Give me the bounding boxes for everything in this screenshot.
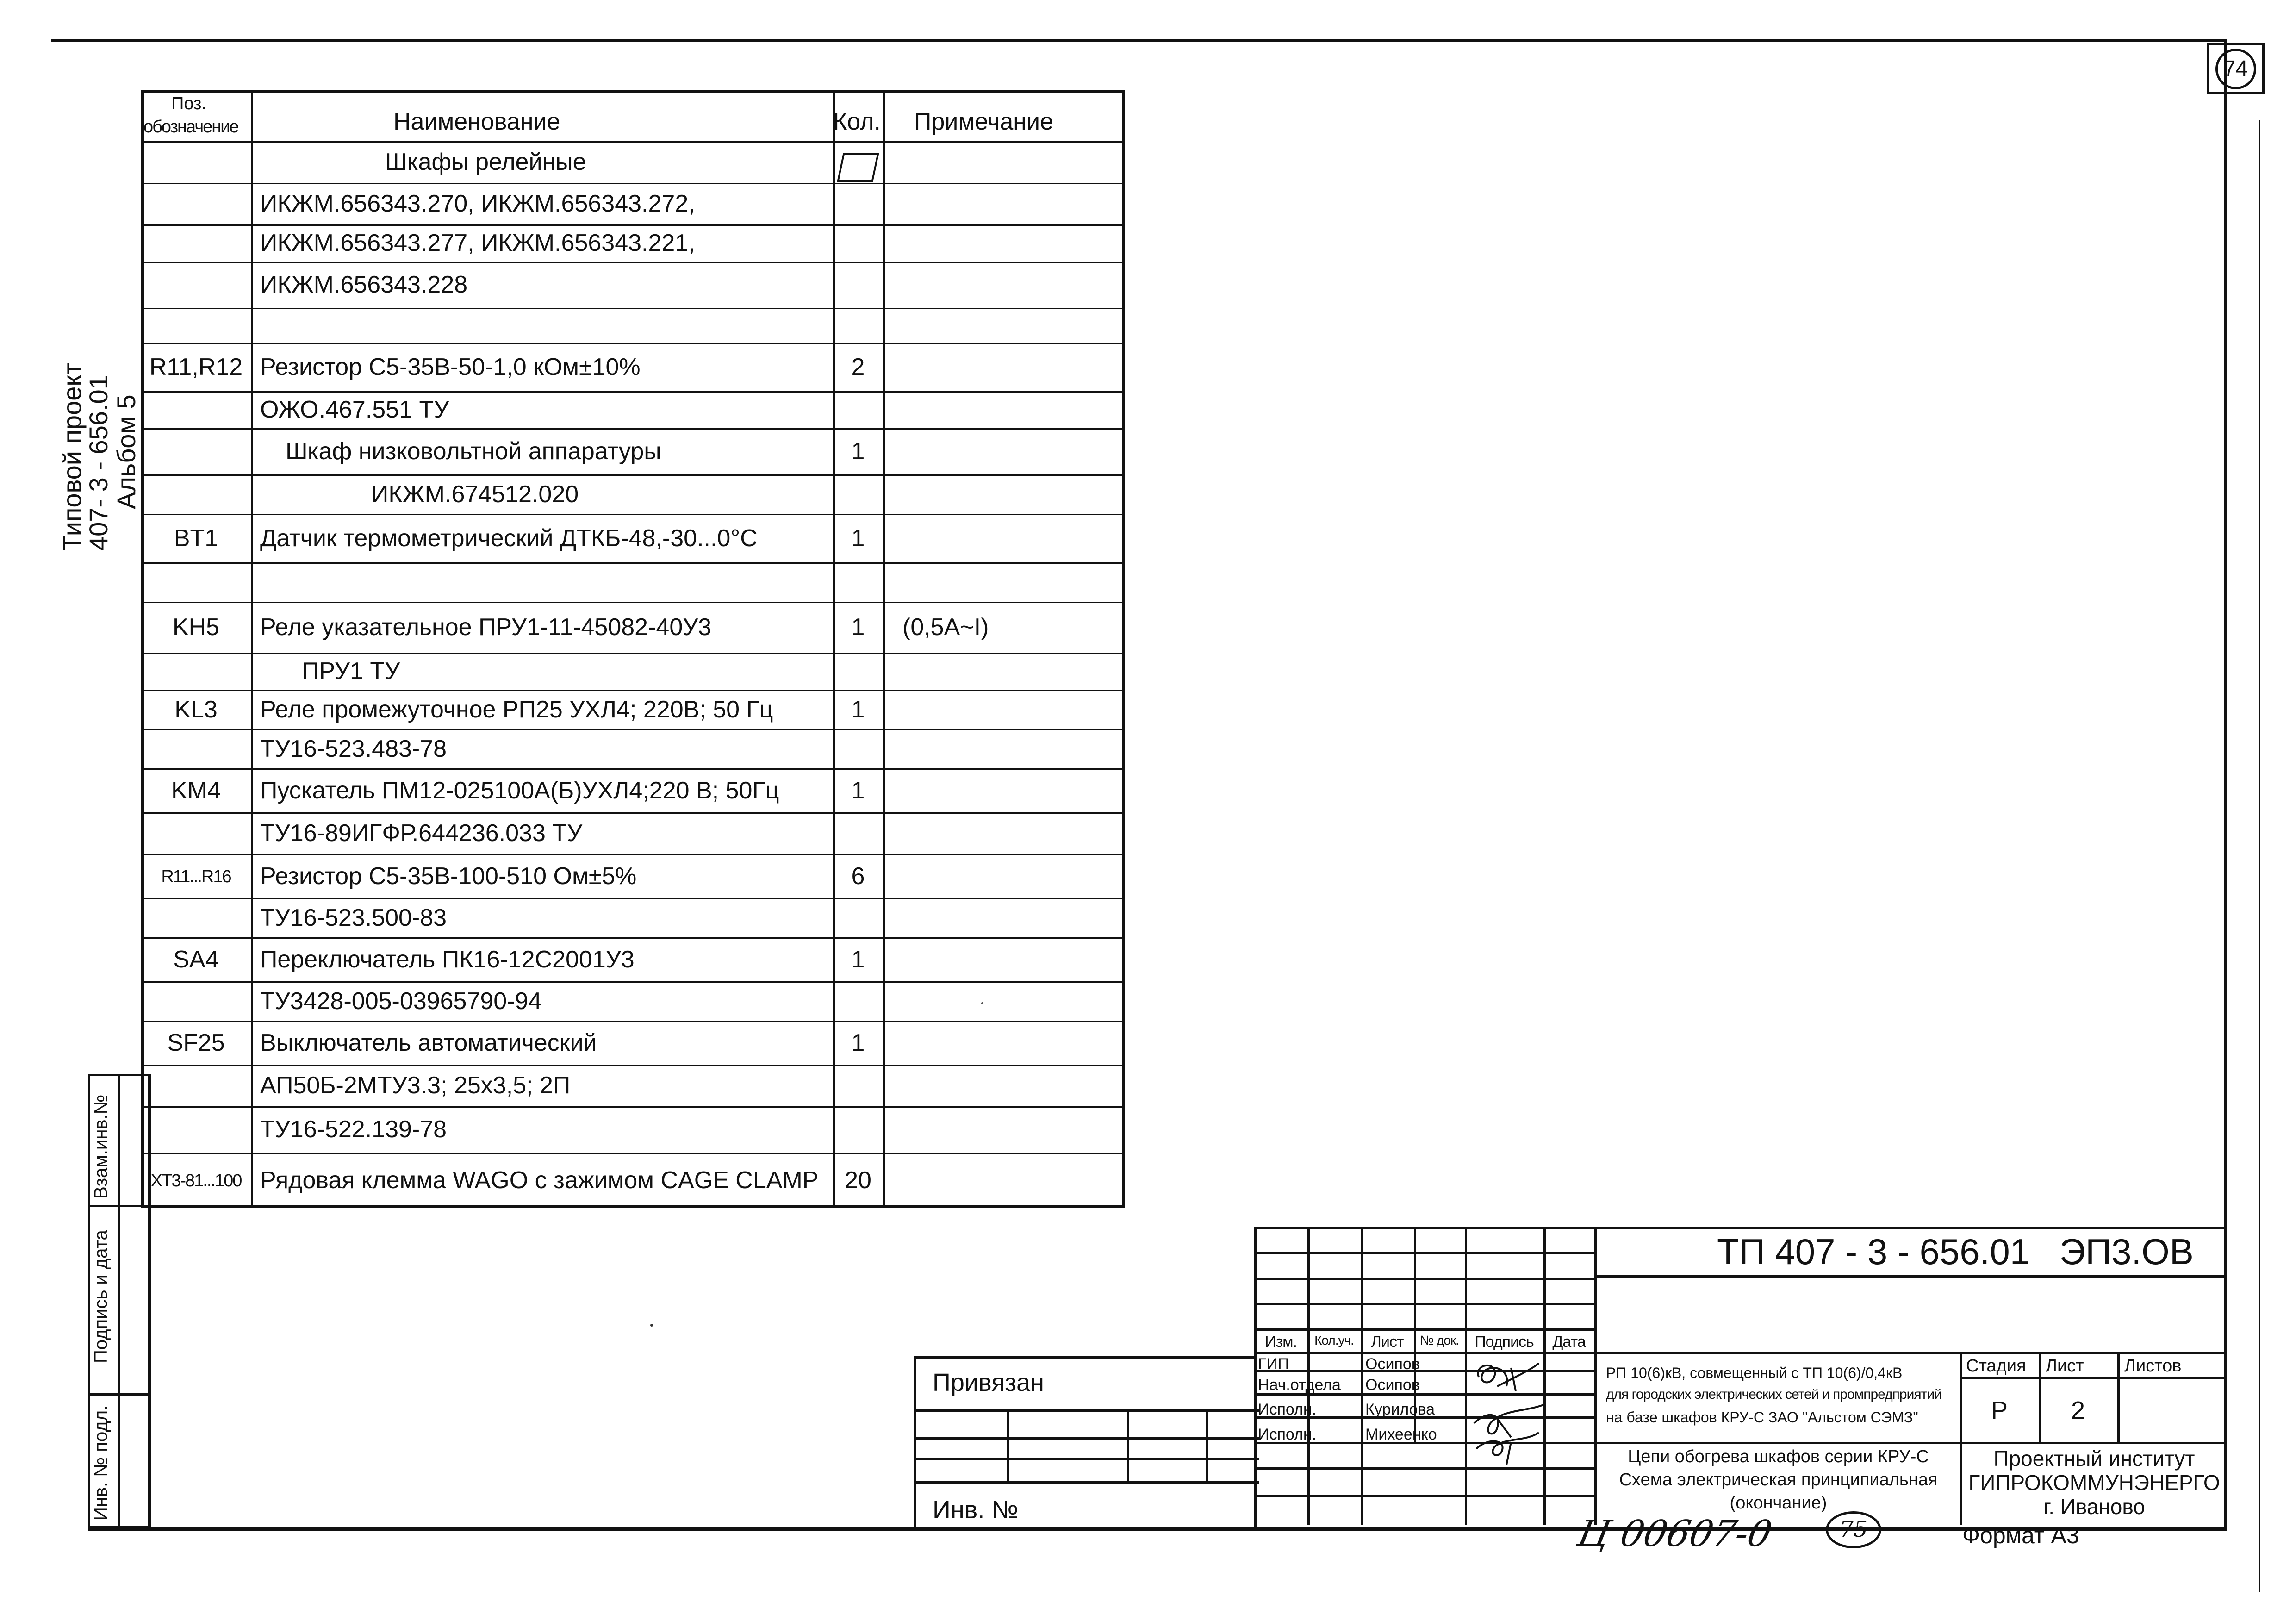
revision-header: Изм. xyxy=(1265,1333,1297,1351)
role-title: Исполн. xyxy=(1258,1401,1317,1418)
spec-grid-line xyxy=(141,812,1125,814)
spec-row-name: ТУ16-522.139-78 xyxy=(260,1116,447,1143)
object-line2: для городских электрических сетей и промпредприятий xyxy=(1606,1387,1941,1402)
spec-grid-line xyxy=(141,690,1125,691)
spec-row-qty: 1 xyxy=(851,1029,865,1056)
spec-row-qty: 1 xyxy=(851,438,865,465)
spec-header-name: Наименование xyxy=(393,108,560,135)
sheet-number-badge xyxy=(2207,43,2265,94)
speck-2 xyxy=(981,1002,983,1004)
spec-row-qty: 1 xyxy=(851,614,865,641)
spec-row-qty: 1 xyxy=(851,696,865,723)
side-title-line1: Типовой проект xyxy=(57,362,87,551)
spec-grid-line xyxy=(141,224,1125,226)
spec-grid-line xyxy=(883,90,885,1208)
spec-grid-line xyxy=(141,729,1125,730)
revision-header: Лист xyxy=(1371,1333,1404,1351)
spec-grid-line xyxy=(251,90,253,1208)
spec-grid-line xyxy=(141,854,1125,855)
spec-row-name: ОЖО.467.551 ТУ xyxy=(260,396,449,423)
sheet-title-line3: (окончание) xyxy=(1730,1493,1827,1513)
spec-row-name: ИКЖМ.656343.277, ИКЖМ.656343.221, xyxy=(260,230,695,256)
spec-row-name: ИКЖМ.656343.270, ИКЖМ.656343.272, xyxy=(260,190,695,217)
spec-grid-line xyxy=(141,562,1125,564)
role-title: Нач.отдела xyxy=(1258,1376,1341,1394)
sheet-value: 2 xyxy=(2071,1396,2085,1424)
spec-row-name: Датчик термометрический ДТКБ-48,-30...0°С xyxy=(260,524,758,552)
org-line2: ГИПРОКОММУНЭНЕРГО xyxy=(1968,1471,2220,1495)
spec-row-name: ИКЖМ.656343.228 xyxy=(260,271,468,298)
sheet-title-line1: Цепи обогрева шкафов серии КРУ-С xyxy=(1628,1447,1929,1466)
org-line3: г. Иваново xyxy=(2043,1495,2145,1519)
sheets-label: Листов xyxy=(2124,1356,2182,1376)
spec-grid-line xyxy=(141,428,1125,430)
role-person: Осипов xyxy=(1365,1355,1420,1373)
qty-marker-box xyxy=(837,153,879,182)
spec-grid-line xyxy=(141,1106,1125,1108)
spec-row-name: Переключатель ПК16-12С2001У3 xyxy=(260,946,635,973)
stage-label: Стадия xyxy=(1966,1356,2026,1376)
spec-row-name: Выключатель автоматический xyxy=(260,1029,597,1056)
side-title-line2: 407- 3 - 656.01 xyxy=(84,375,113,551)
spec-grid-line xyxy=(141,474,1125,476)
doc-code: ТП 407 - 3 - 656.01 xyxy=(1717,1231,2030,1272)
stage-value: Р xyxy=(1991,1396,2008,1424)
org-line1: Проектный институт xyxy=(1993,1446,2195,1471)
role-person: Курилова xyxy=(1365,1401,1435,1418)
spec-grid-line xyxy=(141,514,1125,515)
spec-row-qty: 20 xyxy=(845,1167,871,1194)
spec-row-name: Шкафы релейные xyxy=(385,149,586,175)
role-person: Осипов xyxy=(1365,1376,1420,1394)
sheet-badge-number: 74 xyxy=(2223,56,2248,81)
spec-grid-line xyxy=(141,262,1125,263)
spec-grid-line xyxy=(141,1065,1125,1066)
spec-row-name: АП50Б-2МТУ3.3; 25х3,5; 2П xyxy=(260,1072,571,1099)
spec-grid-line xyxy=(141,1153,1125,1154)
top-frame-line xyxy=(51,39,2226,42)
stamp-podpis-data: Подпись и дата xyxy=(91,1230,111,1363)
object-line1: РП 10(6)кВ, совмещенный с ТП 10(6)/0,4кВ xyxy=(1606,1365,1903,1381)
spec-row-name: ИКЖМ.674512.020 xyxy=(371,480,579,508)
spec-row-name: Шкаф низковольтной аппаратуры xyxy=(286,438,661,465)
spec-row-qty: 1 xyxy=(851,946,865,973)
spec-row-qty: 6 xyxy=(851,862,865,890)
spec-row-pos: R11,R12 xyxy=(149,353,243,380)
spec-row-name: Рядовая клемма WAGO с зажимом CAGE CLAMP xyxy=(260,1167,819,1194)
spec-row-name: Реле указательное ПРУ1-11-45082-40У3 xyxy=(260,614,712,641)
spec-row-name: ТУ16-89ИГФР.644236.033 ТУ xyxy=(260,820,583,847)
spec-row-name: Резистор С5-35В-50-1,0 кОм±10% xyxy=(260,353,641,380)
signature-scribbles xyxy=(1469,1359,1548,1470)
spec-header-qty: Кол. xyxy=(833,108,881,135)
spec-row-pos: SF25 xyxy=(167,1029,225,1056)
circled-number xyxy=(1826,1511,1881,1548)
spec-row-pos: KM4 xyxy=(171,777,221,804)
spec-row-name: ПРУ1 ТУ xyxy=(302,658,400,685)
spec-row-pos: KH5 xyxy=(172,614,220,641)
stamp-vzam-inv: Взам.инв.№ xyxy=(91,1094,111,1199)
spec-row-pos: BT1 xyxy=(174,524,218,552)
spec-row-note: (0,5А~I) xyxy=(902,614,989,641)
spec-row-pos: SA4 xyxy=(173,946,219,973)
spec-row-name: Пускатель ПМ12-025100А(Б)УХЛ4;220 В; 50Гц xyxy=(260,777,779,804)
spec-header-pos-line2: обозначение xyxy=(143,117,238,137)
spec-row-name: ТУ3428-005-03965790-94 xyxy=(260,987,542,1015)
spec-grid-line xyxy=(141,183,1125,184)
spec-grid-line xyxy=(141,391,1125,393)
revision-header: Дата xyxy=(1552,1333,1586,1351)
circled-number-text: 75 xyxy=(1839,1516,1868,1542)
role-person: Михеенко xyxy=(1365,1426,1437,1443)
spec-row-name: ТУ16-523.500-83 xyxy=(260,904,447,931)
spec-grid-line xyxy=(141,1021,1125,1022)
object-line3: на базе шкафов КРУ-С ЗАО "Альстом СЭМЗ" xyxy=(1606,1409,1918,1426)
spec-header-note: Примечание xyxy=(914,108,1053,135)
spec-row-name: Резистор С5-35В-100-510 Ом±5% xyxy=(260,862,637,890)
sheet-label: Лист xyxy=(2046,1356,2084,1376)
spec-row-qty: 2 xyxy=(851,353,865,380)
spec-grid-line xyxy=(141,343,1125,344)
format-label: Формат А3 xyxy=(1962,1522,2079,1548)
spec-row-qty: 1 xyxy=(851,777,865,804)
spec-row-pos: R11...R16 xyxy=(161,866,231,886)
handwritten-number: Ц 00607-0 xyxy=(1574,1513,1776,1555)
stamp-inv-podl: Инв. № подл. xyxy=(91,1405,111,1521)
spec-grid-line xyxy=(141,981,1125,983)
spec-grid-line xyxy=(141,602,1125,603)
role-title: Исполн. xyxy=(1258,1426,1317,1443)
spec-grid-line xyxy=(141,308,1125,309)
privyazan-label: Привязан xyxy=(933,1369,1044,1396)
far-right-rule xyxy=(2259,120,2260,1592)
spec-grid-line xyxy=(141,653,1125,654)
speck-1 xyxy=(650,1324,653,1327)
role-title: ГИП xyxy=(1258,1355,1289,1373)
doc-suffix: ЭП3.ОВ xyxy=(2060,1231,2194,1272)
spec-grid-line xyxy=(141,898,1125,899)
spec-grid-line xyxy=(141,937,1125,939)
spec-row-pos: XT3-81...100 xyxy=(150,1171,242,1191)
side-title-line3: Альбом 5 xyxy=(112,394,141,509)
revision-header: Кол.уч. xyxy=(1314,1333,1354,1347)
spec-grid-line xyxy=(141,768,1125,770)
spec-row-name: ТУ16-523.483-78 xyxy=(260,735,447,762)
spec-row-pos: KL3 xyxy=(174,696,218,723)
revision-header: № док. xyxy=(1420,1333,1459,1347)
spec-header-pos-line1: Поз. xyxy=(171,94,206,113)
spec-row-name: Реле промежуточное РП25 УХЛ4; 220В; 50 Гц xyxy=(260,696,773,723)
privyazan-inv-label: Инв. № xyxy=(933,1496,1019,1524)
spec-grid-line xyxy=(141,141,1125,143)
sheet-title-line2: Схема электрическая принципиальная xyxy=(1619,1470,1938,1490)
spec-row-qty: 1 xyxy=(851,524,865,552)
revision-header: Подпись xyxy=(1475,1333,1534,1351)
